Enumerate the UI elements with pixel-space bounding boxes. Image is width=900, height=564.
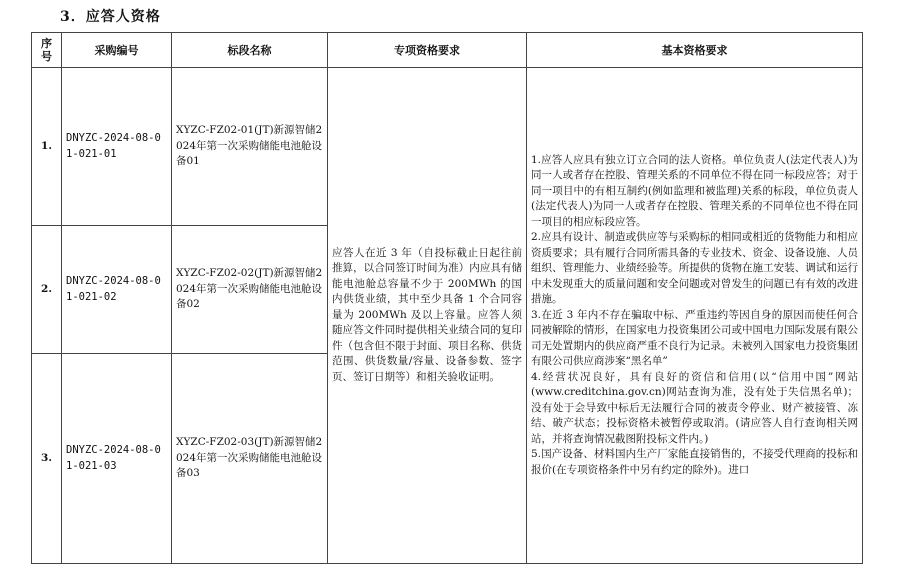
qualification-table: [31, 32, 863, 564]
row-lot-name: XYZC-FZ02-01(JT)新源智储2024年第一次采购储能电池舱设备01: [172, 68, 328, 226]
basic-requirement-item: 3.在近 3 年内不存在骗取中标、严重违约等因自身的原因而使任何合同被解除的情形，在国家电力投资集团公司或中国电力国际发展有限公司无处置期内的供应商严重不良行为记录。未被列入国家电力投资集团有限公司供应商涉案“黑名单”: [531, 308, 858, 368]
row-procurement-code: DNYZC-2024-08-01-021-03: [62, 354, 172, 564]
header-special-requirements: 专项资格要求: [328, 33, 527, 68]
header-basic-requirements: 基本资格要求: [527, 33, 863, 68]
header-lot-name: 标段名称: [172, 33, 328, 68]
row-lot-name: XYZC-FZ02-03(JT)新源智储2024年第一次采购储能电池舱设备03: [172, 354, 328, 564]
basic-requirement-item: 1.应答人应具有独立订立合同的法人资格。单位负责人(法定代表人)为同一人或者存在控股、管理关系的不同单位不得在同一标段应答；对于同一项目中的有相互制约(例如监理和被监理)关系的标段，单位负责人(法定代表人)为同一人或者存在控股、管理关系的不同单位也不得在同一项目的相应标段应答。: [531, 153, 858, 228]
basic-requirement-item: 2.应具有设计、制造或供应等与采购标的相同或相近的货物能力和相应资质要求；具有履行合同所需具备的专业技术、资金、设备设施、人员组织、管理能力、业绩经验等。所提供的货物在施工安装、调试和运行中未发现重大的质量问题和安全问题或对曾发生的问题已有有效的改进措施。: [531, 231, 858, 306]
header-seq: 序号: [32, 33, 62, 68]
table-header-row: [32, 33, 863, 68]
row-seq: 2.: [32, 226, 62, 354]
row-procurement-code: DNYZC-2024-08-01-021-02: [62, 226, 172, 354]
basic-requirement-item: 5.国产设备、材料国内生产厂家能直接销售的，不接受代理商的投标和报价(在专项资格条件中另有约定的除外)。进口: [531, 448, 858, 476]
row-procurement-code: DNYZC-2024-08-01-021-01: [62, 68, 172, 226]
basic-requirements-cell: [527, 68, 863, 564]
section-heading: 3．应答人资格: [60, 9, 161, 25]
row-seq: 1.: [32, 68, 62, 226]
table-row: [32, 68, 863, 226]
row-lot-name: XYZC-FZ02-02(JT)新源智储2024年第一次采购储能电池舱设备02: [172, 226, 328, 354]
basic-requirement-item: 4.经营状况良好，具有良好的资信和信用(以“信用中国”网站(www.creditchina.gov.cn)网站查询为准，没有处于失信黑名单)；没有处于会导致中标后无法履行合同的被责令停业、财产被接管、冻结、破产状态；投标资格未被暂停或取消。(请应答人自行查询相关网站，并将查询情况截图附投标文件内。): [531, 370, 858, 445]
header-procurement-code: 采购编号: [62, 33, 172, 68]
row-seq: 3.: [32, 354, 62, 564]
special-requirements-cell: 应答人在近 3 年（自投标截止日起往前推算，以合同签订时间为准）内应具有储能电池舱总容量不少于 200MWh 的国内供货业绩，其中至少具备 1 个合同容量为 200MWh 及以上容量。应答人须随应答文件同时提供相关业绩合同的复印件（包含但不限于封面、项目名称、供货范围、供货数量/容量、设备参数、签字页、签订日期等）和相关验收证明。: [328, 68, 527, 564]
